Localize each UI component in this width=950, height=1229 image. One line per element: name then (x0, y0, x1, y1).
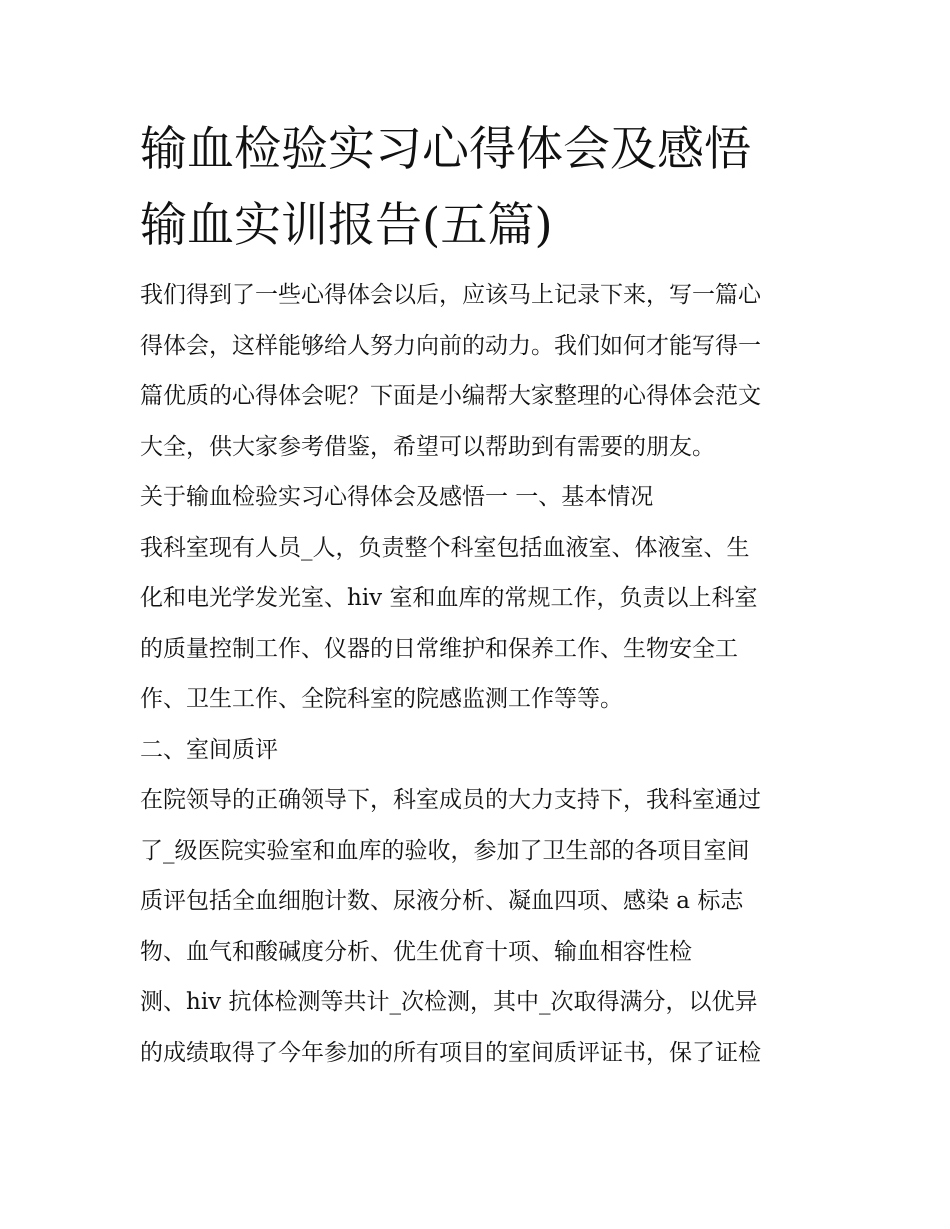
text-line: 物、血气和酸碱度分析、优生优育十项、输血相容性检 (140, 938, 692, 965)
quality-paragraph (140, 775, 820, 1078)
document-content (140, 112, 820, 1078)
section-heading-quality (140, 725, 820, 776)
text-line: 我科室现有人员_人，负责整个科室包括血液室、体液室、生 (140, 534, 750, 561)
document-title (140, 112, 820, 264)
text-line: 大全，供大家参考借鉴，希望可以帮助到有需要的朋友。 (140, 433, 715, 460)
text-line: 化和电光学发光室、hiv 室和血库的常规工作，负责以上科室 (140, 585, 758, 611)
title-line-1: 输血检验实习心得体会及感悟 (140, 122, 751, 177)
text-line: 的质量控制工作、仪器的日常维护和保养工作、生物安全工 (140, 635, 738, 662)
title-line-2: 输血实训报告(五篇) (140, 198, 553, 253)
text-line: 得体会，这样能够给人努力向前的动力。我们如何才能写得一 (140, 332, 761, 359)
text-line: 在院领导的正确领导下，科室成员的大力支持下，我科室通过 (140, 787, 761, 813)
text-line: 了_级医院实验室和血库的验收，参加了卫生部的各项目室间 (140, 837, 750, 864)
text-line: 测、hiv 抗体检测等共计_次检测，其中_次取得满分，以优异 (140, 989, 758, 1015)
text-line: 质评包括全血细胞计数、尿液分析、凝血四项、感染 a 标志 (140, 888, 744, 914)
text-line: 作、卫生工作、全院科室的院感监测工作等等。 (140, 686, 623, 712)
text-line: 篇优质的心得体会呢？下面是小编帮大家整理的心得体会范文 (140, 383, 761, 409)
section-heading-basic (140, 472, 820, 523)
text-line: 的成绩取得了今年参加的所有项目的室间质评证书，保了证检 (140, 1039, 761, 1066)
text-line: 二、室间质评 (140, 736, 278, 763)
text-line: 我们得到了一些心得体会以后，应该马上记录下来，写一篇心 (140, 282, 761, 308)
intro-paragraph (140, 270, 820, 472)
text-line: 关于输血检验实习心得体会及感悟一 一、基本情况 (140, 484, 654, 510)
basic-situation-paragraph (140, 523, 820, 725)
